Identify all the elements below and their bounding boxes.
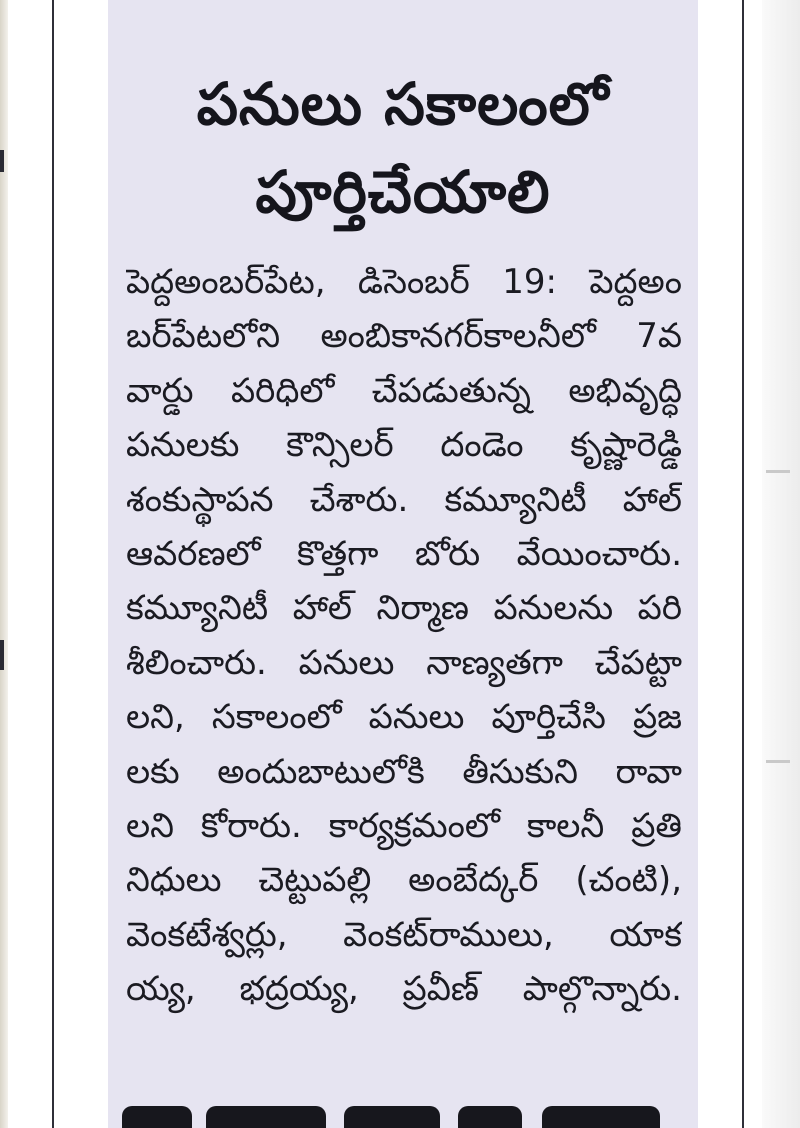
body-line: లకు అందుబాటులోకి తీసుకుని రావా	[126, 751, 682, 792]
headline-line-1: పనులు సకాలంలో	[196, 70, 610, 138]
body-line: శీలించారు. పనులు నాణ్యతగా చేపట్టా	[126, 642, 682, 683]
adjacent-column-edge	[762, 0, 800, 1128]
body-line: నిధులు చెట్టుపల్లి అంబేద్కర్ (చంటి),	[126, 860, 682, 901]
next-article-headline-cutoff	[122, 1100, 682, 1128]
scan-margin-mark	[0, 150, 4, 172]
body-line: పనులకు కౌన్సిలర్ దండెం కృష్ణారెడ్డి	[126, 425, 682, 466]
body-line: లని కోరారు. కార్యక్రమంలో కాలనీ ప్రతి	[126, 805, 682, 846]
body-line: వెంకటేశ్వర్లు, వెంకట్‌రాములు, యాక	[126, 914, 682, 955]
column-rule-left	[52, 0, 54, 1128]
article-body	[126, 255, 682, 1016]
article-headline	[108, 60, 698, 236]
body-line: య్య, భద్రయ్య, ప్రవీణ్ పాల్గొన్నారు.	[126, 969, 682, 1010]
body-line: కమ్యూనిటీ హాల్ నిర్మాణ పనులను పరి	[126, 588, 682, 629]
headline-line-2: పూర్తిచేయాలి	[255, 158, 551, 226]
body-line: శంకుస్థాపన చేశారు. కమ్యూనిటీ హాల్	[126, 479, 682, 520]
body-line: పెద్దఅంబర్‌పేట, డిసెంబర్ 19: పెద్దఅం	[126, 262, 682, 302]
body-line: లని, సకాలంలో పనులు పూర్తిచేసి ప్రజ	[126, 697, 682, 738]
body-line: ఆవరణలో కొత్తగా బోరు వేయించారు.	[126, 533, 682, 574]
column-rule-right	[742, 0, 744, 1128]
body-line: బర్‌పేటలోని అంబికానగర్‌కాలనీలో 7వ	[126, 316, 682, 357]
scan-margin-mark	[0, 640, 4, 670]
body-line: వార్డు పరిధిలో చేపడుతున్న అభివృద్ధి	[126, 370, 682, 411]
